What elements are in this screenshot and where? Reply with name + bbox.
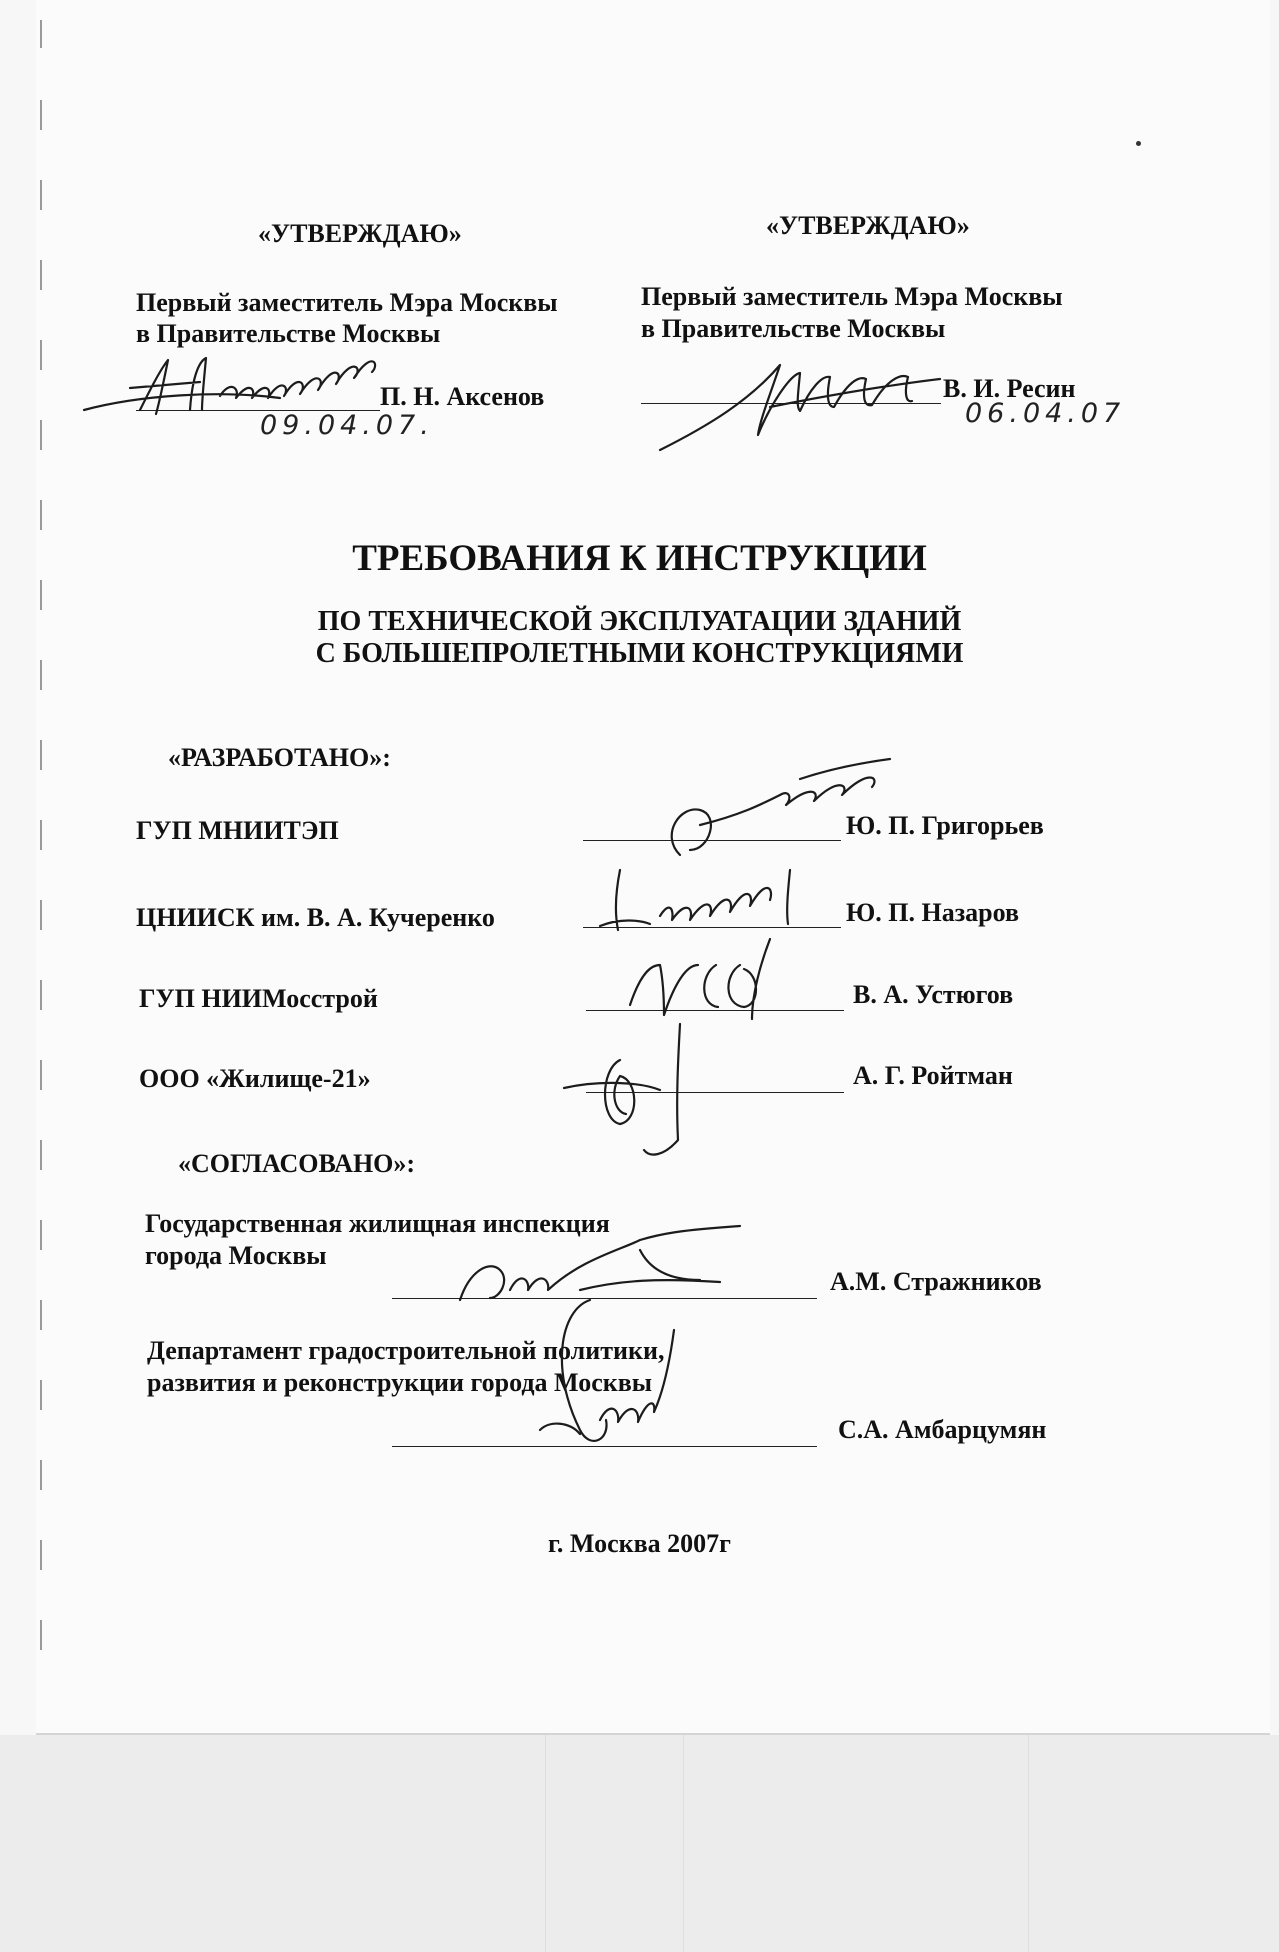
developed-org-2: ЦНИИСК им. В. А. Кучеренко [136,903,495,932]
document-title: ТРЕБОВАНИЯ К ИНСТРУКЦИИ [352,538,927,579]
binding-mark [40,900,42,930]
binding-mark [40,1060,42,1090]
binding-mark [40,20,42,48]
agreed-org-2-line1: Департамент градостроительной политики, [147,1336,665,1365]
approve-left-position-line1: Первый заместитель Мэра Москвы [136,288,558,317]
grigoriev-signature-icon [640,755,910,865]
binding-mark [40,820,42,850]
approve-left-date: 09.04.07. [260,410,434,441]
approve-left-name: П. Н. Аксенов [380,382,545,411]
binding-mark [40,180,42,210]
binding-mark [40,500,42,530]
agreed-org-1-line1: Государственная жилищная инспекция [145,1209,610,1238]
approve-right-position-line2: в Правительстве Москвы [641,314,946,343]
footer-place-year: г. Москва 2007г [548,1529,731,1558]
document-subtitle-line1: ПО ТЕХНИЧЕСКОЙ ЭКСПЛУАТАЦИИ ЗДАНИЙ [317,606,962,637]
binding-mark [40,1380,42,1410]
agreed-org-1-line2: города Москвы [145,1241,327,1270]
developed-org-1: ГУП МНИИТЭП [136,816,339,845]
binding-mark [40,980,42,1010]
scan-artifact-line [1028,1735,1029,1952]
approve-right-name: В. И. Ресин [943,374,1076,403]
approve-right-date: 06.04.07 [965,398,1126,429]
scan-artifact-line [683,1735,684,1952]
agreed-name-1: А.М. Стражников [830,1267,1042,1296]
developed-name-2: Ю. П. Назаров [846,898,1020,927]
approve-left-heading: «УТВЕРЖДАЮ» [258,219,462,248]
aksenov-signature-icon [80,340,440,430]
agreed-name-2: С.А. Амбарцумян [838,1415,1047,1444]
binding-mark [40,1540,42,1570]
resin-signature-icon [650,345,980,455]
approve-right-position-line1: Первый заместитель Мэра Москвы [641,282,1063,311]
scan-artifact-line [545,1735,546,1952]
developed-org-3: ГУП НИИМосстрой [139,984,378,1013]
binding-mark [40,340,42,370]
developed-name-4: А. Г. Ройтман [853,1061,1013,1090]
binding-mark [40,260,42,290]
scanner-bed-area [0,1735,1279,1952]
document-subtitle-line2: С БОЛЬШЕПРОЛЕТНЫМИ КОНСТРУКЦИЯМИ [315,638,964,669]
agreed-org-2-line2: развития и реконструкции города Москвы [147,1368,653,1397]
binding-mark [40,100,42,130]
scan-speck [1136,141,1141,146]
developed-name-1: Ю. П. Григорьев [846,811,1044,840]
binding-mark [40,1460,42,1490]
approve-right-heading: «УТВЕРЖДАЮ» [766,211,970,240]
binding-mark [40,740,42,770]
binding-mark [40,1300,42,1330]
ustyugov-signature-icon [620,935,800,1025]
ambartsumyan-signature-icon [530,1290,710,1460]
binding-mark [40,1620,42,1650]
agreed-heading: «СОГЛАСОВАНО»: [178,1149,416,1178]
binding-mark [40,420,42,450]
developed-heading: «РАЗРАБОТАНО»: [168,743,391,772]
roitman-signature-icon [560,1020,720,1160]
developed-org-4: ООО «Жилище-21» [139,1064,371,1093]
binding-mark [40,1220,42,1250]
approve-left-position-line2: в Правительстве Москвы [136,319,441,348]
binding-mark [40,1140,42,1170]
nazarov-signature-icon [590,860,830,940]
developed-name-3: В. А. Устюгов [853,980,1014,1009]
